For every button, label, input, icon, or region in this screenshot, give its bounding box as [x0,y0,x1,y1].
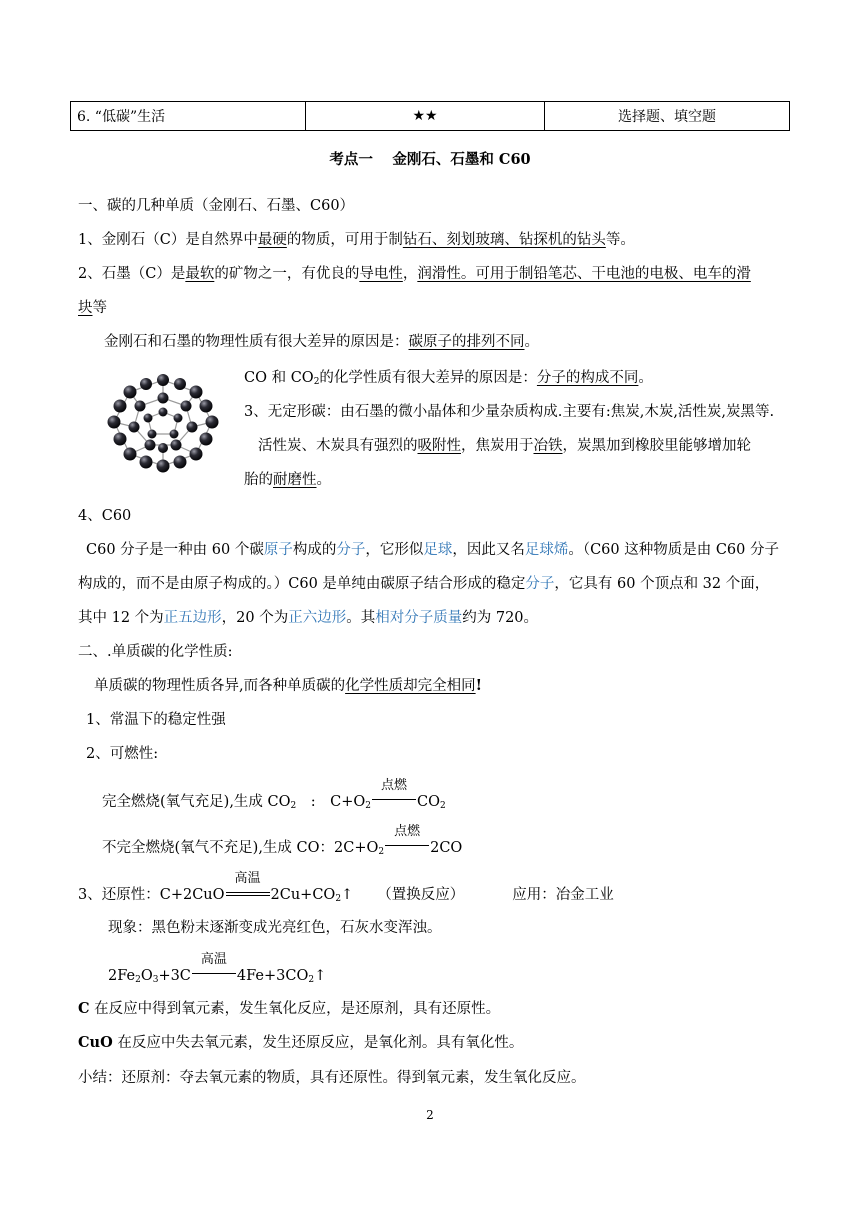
text-summary: 小结：还原剂：夺去氧元素的物质，具有还原性。得到氧元素，发生氧化反应。 [78,1070,586,1086]
equation-reduction-cuo: 3、还原性：C+2CuO 高温 $2Cu+CO_2↑$ （置换反应） 应用：冶金工业 [78,871,614,904]
table-cell-topic: 6. “低碳”生活 [71,102,306,131]
text-c-reducing-agent: C 在反应中得到氧元素，发生氧化反应，是还原剂，具有还原性。 [78,1000,501,1017]
equation-incomplete-combustion: 不完全燃烧(氧气不充足),生成 CO：$2C+O_2$ 点燃 2CO [102,824,463,857]
text-phenomenon: 现象：黑色粉末逐渐变成光亮红色，石灰水变浑浊。 [108,920,442,936]
reaction-condition: 高温 [226,883,270,899]
reaction-condition: 点燃 [372,790,416,806]
heading-c60: 4、C60 [78,508,132,524]
text-stability: 1、常温下的稳定性强 [86,712,226,728]
text-graphite: 2、石墨（C）是最软的矿物之一，有优良的导电性，润滑性。可用于制铅笔芯、干电池的电极、电车的滑 [78,266,751,282]
equation-reduction-fe2o3: $2Fe_2O_3+3C$ 高温 $4Fe+3CO_2↑$ [108,952,327,985]
exam-point-table [70,101,790,131]
c60-molecule-image [100,372,226,474]
table-cell-question-type: 选择题、填空题 [545,102,790,131]
text-amorphous-carbon: 3、无定形碳：由石墨的微小晶体和少量杂质构成.主要有:焦炭,木炭,活性炭,炭黑等. [244,404,775,420]
text-activated-carbon: 活性炭、木炭具有强烈的吸附性，焦炭用于冶铁，炭黑加到橡胶里能够增加轮 [258,438,751,454]
text-diamond: 1、金刚石（C）是自然界中最硬的物质，可用于制钻石、刻划玻璃、钻探机的钻头等。 [78,232,635,248]
text-diamond-graphite-difference: 金刚石和石墨的物理性质有很大差异的原因是：碳原子的排列不同。 [104,334,539,350]
reaction-condition: 高温 [192,964,236,980]
section-title: 考点一 金刚石、石墨和 C60 [329,151,531,168]
text-activated-carbon-cont: 胎的耐磨性。 [244,472,331,488]
text-cuo-oxidizing-agent: CuO 在反应中失去氧元素，发生还原反应，是氧化剂。具有氧化性。 [78,1034,524,1051]
heading-chemical-properties: 二、.单质碳的化学性质: [78,644,233,660]
text-co-co2-difference: CO 和 $CO_2$的化学性质有很大差异的原因是：分子的构成不同。 [244,370,653,387]
table-row [71,102,790,131]
text-chemical-properties-same: 单质碳的物理性质各异,而各种单质碳的化学性质却完全相同! [94,677,482,694]
text-combustibility: 2、可燃性: [86,746,159,762]
text-c60-faces: 其中 12 个为正五边形，20 个为正六边形。其相对分子质量约为 720。 [78,610,539,626]
text-c60-structure: C60 分子是一种由 60 个碳原子构成的分子，它形似足球，因此又名足球烯。（C60 这种物质是由 C60 分子 [86,542,779,558]
text-c60-molecule: 构成的，而不是由原子构成的。）C60 是单纯由碳原子结合形成的稳定分子，它具有 60 个顶点和 32 个面， [78,576,770,592]
page-number: 2 [426,1108,434,1122]
heading-carbon-allotropes: 一、碳的几种单质（金刚石、石墨、C60） [78,198,355,214]
table-cell-stars: ★★ [306,102,545,131]
text-graphite-cont: 块等 [78,300,107,316]
reaction-condition: 点燃 [385,836,429,852]
equation-complete-combustion: 完全燃烧(氧气充足),生成 $CO_2$ : $C+O_2$ 点燃 $CO_2$ [102,778,446,811]
